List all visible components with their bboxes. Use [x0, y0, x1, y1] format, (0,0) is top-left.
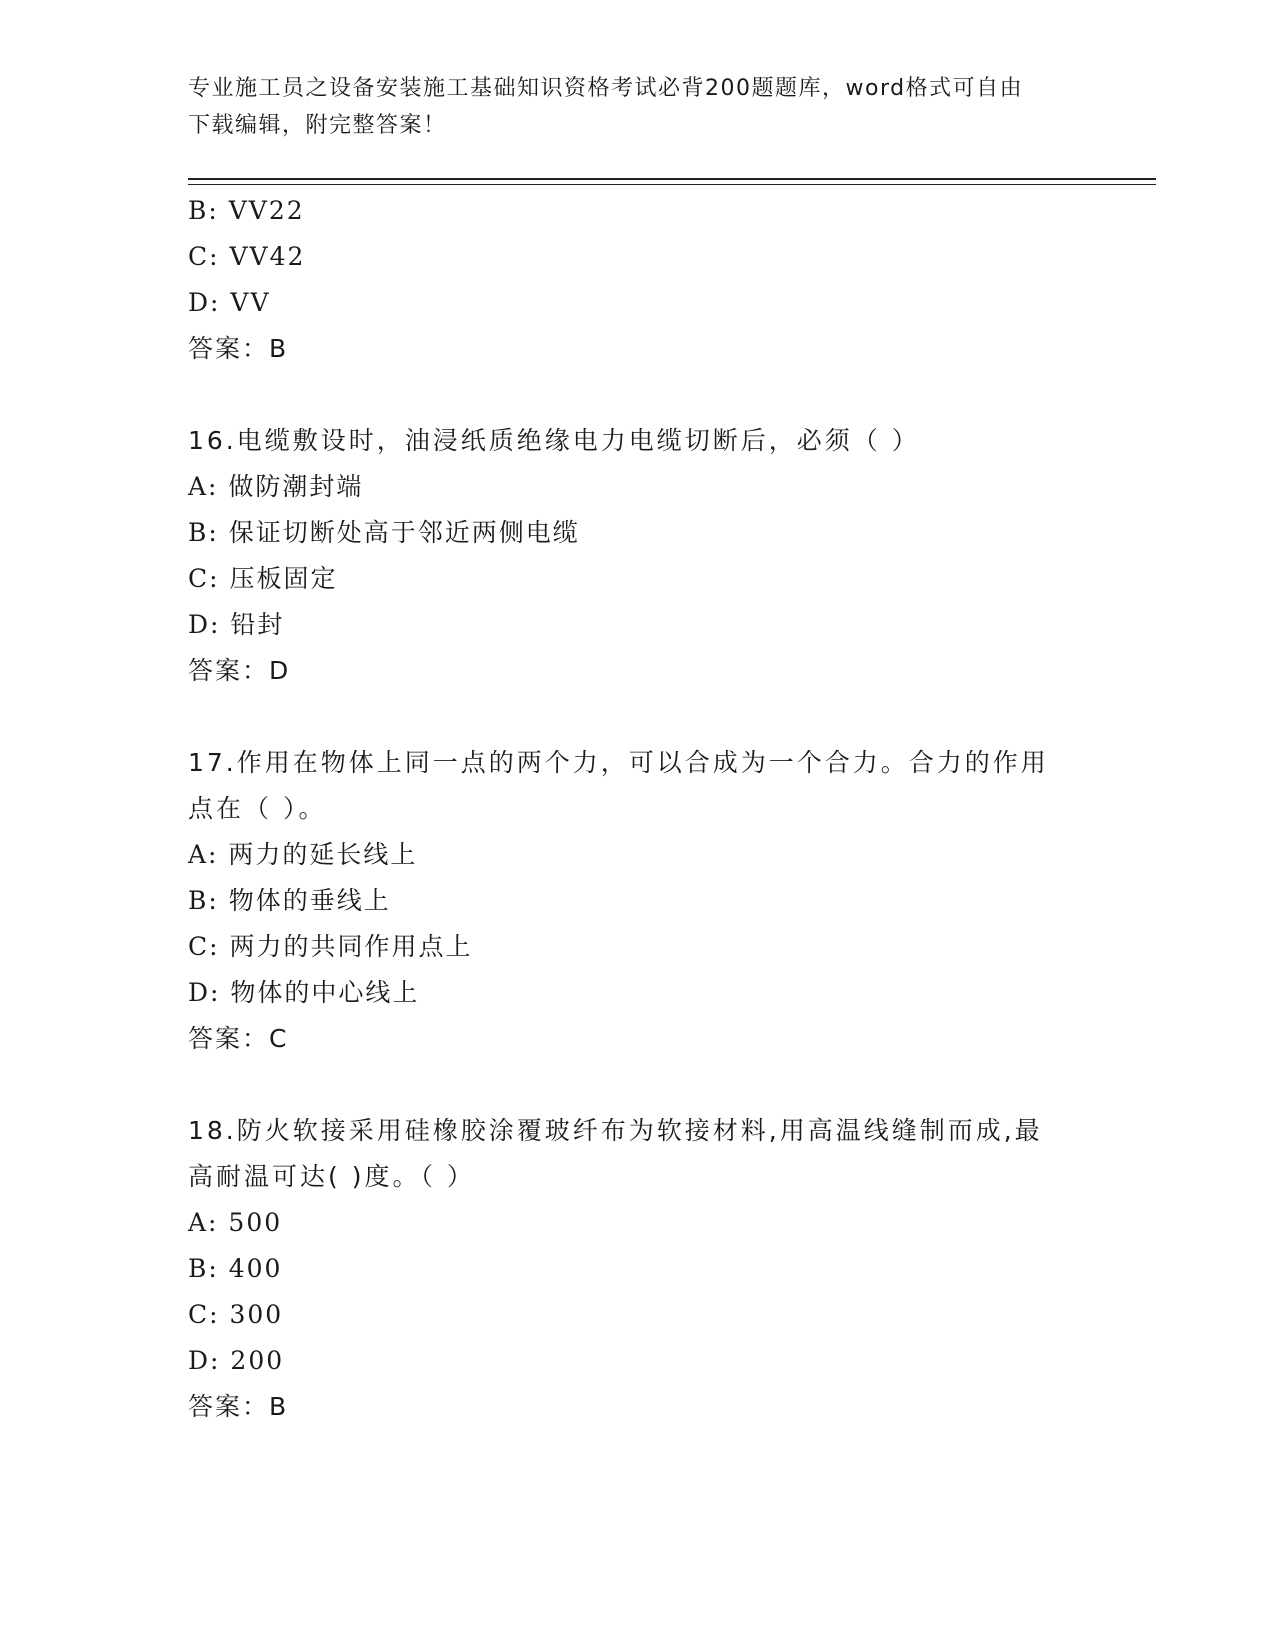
header-line-1: 专业施工员之设备安装施工基础知识资格考试必背200题题库，word格式可自由	[188, 76, 1024, 101]
question-stem-continued: 高耐温可达( )度。（ ）	[188, 1162, 475, 1191]
question-17	[188, 740, 1088, 1062]
option-a: A: 做防潮封端	[188, 472, 364, 501]
option-c: C: 压板固定	[188, 564, 338, 593]
option-b: B: 保证切断处高于邻近两侧电缆	[188, 518, 580, 547]
option-b: B: VV22	[188, 196, 305, 225]
option-a: A: 500	[188, 1208, 283, 1237]
question-stem-continued: 点在（ ）。	[188, 794, 327, 823]
spacer	[188, 1062, 1088, 1108]
header-divider-thin	[188, 184, 1156, 185]
question-15-continued	[188, 188, 1088, 372]
option-d: D: 200	[188, 1346, 285, 1375]
answer-line: 答案：B	[188, 1392, 289, 1421]
question-stem: 16.电缆敷设时，油浸纸质绝缘电力电缆切断后，必须（ ）	[188, 426, 920, 455]
question-stem: 17.作用在物体上同一点的两个力，可以合成为一个合力。合力的作用	[188, 748, 1049, 777]
option-c: C: 300	[188, 1300, 284, 1329]
option-d: D: 物体的中心线上	[188, 978, 420, 1007]
document-header	[188, 70, 1068, 144]
spacer	[188, 694, 1088, 740]
option-b: B: 400	[188, 1254, 283, 1283]
header-divider	[188, 178, 1156, 180]
question-list	[188, 188, 1088, 1430]
option-d: D: 铅封	[188, 610, 285, 639]
question-18	[188, 1108, 1088, 1430]
option-c: C: 两力的共同作用点上	[188, 932, 473, 961]
option-c: C: VV42	[188, 242, 306, 271]
option-a: A: 两力的延长线上	[188, 840, 418, 869]
header-line-2: 下载编辑，附完整答案！	[188, 113, 447, 138]
question-16	[188, 418, 1088, 694]
option-d: D: VV	[188, 288, 271, 317]
answer-line: 答案：C	[188, 1024, 289, 1053]
question-stem: 18.防火软接采用硅橡胶涂覆玻纤布为软接材料,用高温线缝制而成,最	[188, 1116, 1043, 1145]
answer-line: 答案：B	[188, 334, 289, 363]
spacer	[188, 372, 1088, 418]
option-b: B: 物体的垂线上	[188, 886, 391, 915]
answer-line: 答案：D	[188, 656, 291, 685]
